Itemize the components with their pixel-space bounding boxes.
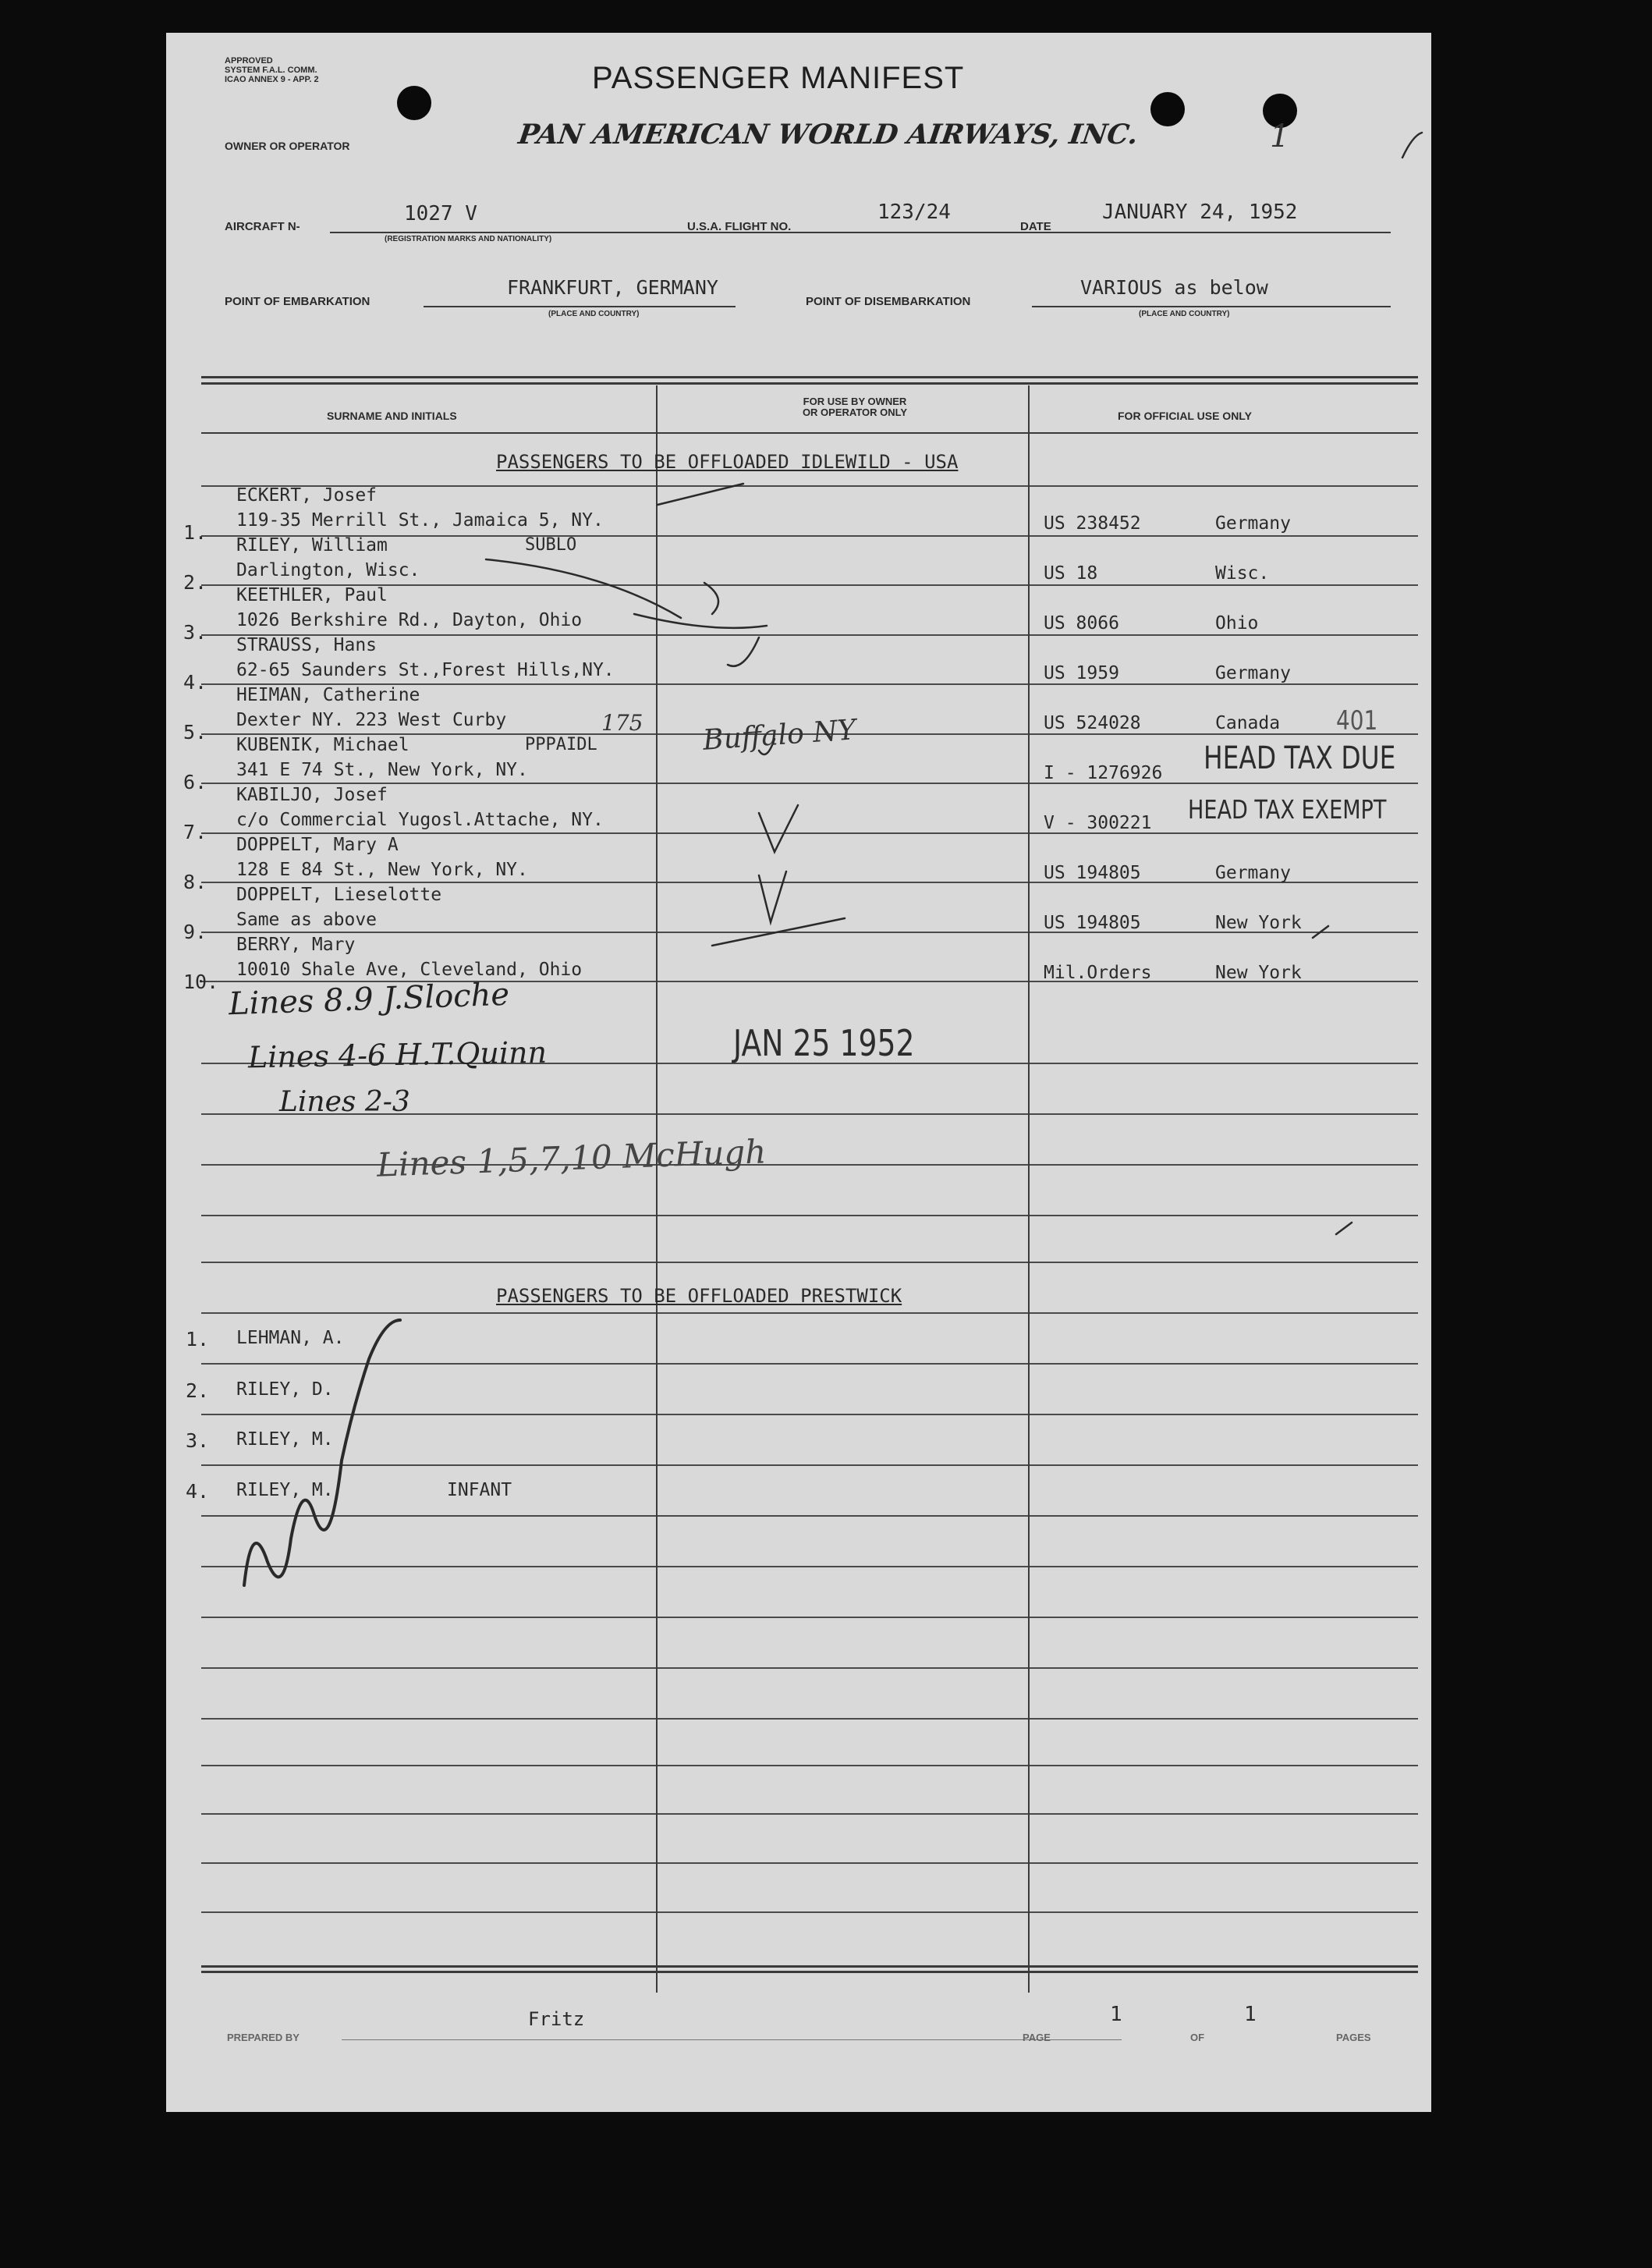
passenger-number: 2.: [186, 1379, 210, 1402]
passenger-note: PPPAIDL: [525, 735, 597, 754]
passenger-document: US 1959: [1044, 663, 1119, 683]
table-rule-line: [201, 1215, 1418, 1216]
passenger-nationality: Germany: [1215, 513, 1291, 534]
passenger-name: RILEY, M.: [236, 1480, 334, 1500]
table-rule-line: [201, 1667, 1418, 1669]
check-mark: [759, 871, 786, 922]
embarkation-value: FRANKFURT, GERMANY: [507, 276, 718, 299]
passenger-number: 7.: [183, 821, 207, 843]
passenger-address: 128 E 84 St., New York, NY.: [236, 860, 528, 880]
date-label: DATE: [1020, 220, 1051, 233]
check-mark: [1402, 133, 1422, 158]
passenger-number: 4.: [186, 1480, 210, 1503]
passenger-number: 1.: [183, 521, 207, 544]
handwritten-annotation: Lines 2-3: [279, 1086, 410, 1118]
passenger-nationality: New York: [1215, 963, 1302, 983]
column-header-official: FOR OFFICIAL USE ONLY: [1118, 410, 1252, 422]
passenger-number: 4.: [183, 671, 207, 694]
place-caption: (PLACE AND COUNTRY): [548, 310, 640, 318]
table-rule-line: [201, 1862, 1418, 1864]
corner-handwritten-number: 1: [1270, 119, 1290, 154]
page-title: PASSENGER MANIFEST: [592, 61, 965, 95]
passenger-note: INFANT: [447, 1480, 512, 1500]
column-header-owner-use: [757, 396, 952, 418]
signature: [244, 1320, 400, 1585]
table-rule-line: [201, 1464, 1418, 1466]
aircraft-label: AIRCRAFT N-: [225, 220, 300, 233]
table-top-rule: [201, 376, 1418, 378]
table-rule-line: [201, 832, 1418, 834]
passenger-address: 1026 Berkshire Rd., Dayton, Ohio: [236, 610, 583, 630]
table-rule-line: [201, 1312, 1418, 1314]
table-top-rule: [201, 382, 1418, 385]
operator-name: PAN AMERICAN WORLD AIRWAYS, INC.: [516, 119, 1140, 151]
passenger-name: RILEY, M.: [236, 1429, 334, 1450]
passenger-document: US 238452: [1044, 513, 1141, 534]
table-rule-line: [201, 1363, 1418, 1365]
passenger-name: KEETHLER, Paul: [236, 585, 388, 605]
date-underline: [1063, 232, 1391, 233]
flight-date: JANUARY 24, 1952: [1102, 201, 1298, 224]
table-rule-line: [201, 1718, 1418, 1720]
head-tax-due-stamp: HEAD TAX DUE: [1204, 740, 1396, 776]
passenger-name: STRAUSS, Hans: [236, 635, 378, 655]
handwritten-annotation: 175: [601, 710, 643, 736]
column-header-surname: SURNAME AND INITIALS: [327, 410, 457, 422]
prepared-by-underline: [342, 2039, 1122, 2040]
punch-hole: [1150, 92, 1185, 126]
place-caption: (PLACE AND COUNTRY): [1139, 310, 1230, 318]
passenger-document: I - 1276926: [1044, 763, 1163, 783]
table-bottom-rule: [201, 1965, 1418, 1968]
passenger-document: US 194805: [1044, 913, 1141, 933]
passenger-name: LEHMAN, A.: [236, 1328, 345, 1348]
check-mark: [759, 805, 798, 852]
check-mark: [728, 637, 759, 666]
of-label: OF: [1190, 2032, 1205, 2043]
aircraft-value: 1027 V: [404, 202, 477, 225]
passenger-document: US 194805: [1044, 863, 1141, 883]
passenger-address: 341 E 74 St., New York, NY.: [236, 760, 528, 780]
disembarkation-label: POINT OF DISEMBARKATION: [806, 295, 971, 308]
approval-line: SYSTEM F.A.L. COMM.: [225, 66, 317, 75]
passenger-nationality: New York: [1215, 913, 1302, 933]
table-rule-line: [201, 1515, 1418, 1517]
table-rule-line: [201, 1414, 1418, 1415]
table-bottom-rule: [201, 1971, 1418, 1973]
passenger-name: ECKERT, Josef: [236, 485, 378, 506]
passenger-document: V - 300221: [1044, 813, 1152, 833]
passenger-nationality: Wisc.: [1215, 563, 1270, 584]
passenger-name: DOPPELT, Lieselotte: [236, 885, 442, 905]
owner-use-line: FOR USE BY OWNER: [803, 396, 907, 407]
handwritten-annotation: Lines 1,5,7,10 McHugh: [376, 1132, 767, 1184]
section-heading-prestwick: PASSENGERS TO BE OFFLOADED PRESTWICK: [496, 1285, 902, 1307]
passenger-nationality: Germany: [1215, 663, 1291, 683]
punch-hole: [397, 86, 431, 120]
passenger-number: 3.: [183, 621, 207, 644]
check-mark: [704, 583, 718, 614]
check-mark: [658, 484, 743, 505]
handwritten-annotation: Buffalo NY: [701, 714, 857, 757]
section-heading-idlewild: PASSENGERS TO BE OFFLOADED IDLEWILD - USA: [496, 451, 959, 473]
passenger-name: BERRY, Mary: [236, 935, 356, 955]
passenger-note: SUBLO: [525, 535, 577, 555]
table-rule-line: [201, 1765, 1418, 1766]
passenger-document: US 18: [1044, 563, 1098, 584]
check-mark: [634, 614, 767, 628]
prepared-by-label: PREPARED BY: [227, 2032, 300, 2043]
header-bottom-rule: [201, 432, 1418, 434]
passenger-name: KUBENIK, Michael: [236, 735, 409, 755]
passenger-nationality: Ohio: [1215, 613, 1259, 634]
check-mark: [486, 559, 681, 618]
passenger-nationality: Germany: [1215, 863, 1291, 883]
passenger-nationality: Canada: [1215, 713, 1281, 733]
page-number: 1: [1110, 2003, 1122, 2026]
passenger-address: 119-35 Merrill St., Jamaica 5, NY.: [236, 510, 604, 531]
owner-use-line: OR OPERATOR ONLY: [802, 406, 908, 418]
passenger-document: Mil.Orders: [1044, 963, 1152, 983]
pages-label: PAGES: [1336, 2032, 1371, 2043]
table-rule-line: [201, 783, 1418, 784]
handwritten-annotation: Lines 8.9 J.Sloche: [228, 976, 510, 1023]
passenger-name: RILEY, D.: [236, 1379, 334, 1400]
passenger-address: 10010 Shale Ave, Cleveland, Ohio: [236, 960, 583, 980]
column-divider: [1028, 385, 1030, 1993]
passenger-address: Dexter NY. 223 West Curby: [236, 710, 507, 730]
registration-caption: (REGISTRATION MARKS AND NATIONALITY): [385, 235, 552, 243]
date-received-stamp: JAN 25 1952: [733, 1022, 915, 1064]
passenger-number: 3.: [186, 1429, 210, 1452]
head-tax-exempt-stamp: HEAD TAX EXEMPT: [1188, 794, 1387, 825]
check-mark: [1336, 1223, 1352, 1234]
flight-label: U.S.A. FLIGHT NO.: [687, 220, 792, 233]
table-rule-line: [201, 1813, 1418, 1815]
passenger-number: 10.: [183, 971, 219, 993]
passenger-document: US 8066: [1044, 613, 1119, 634]
table-rule-line: [201, 634, 1418, 636]
approval-block: [225, 56, 319, 84]
passenger-document: US 524028: [1044, 713, 1141, 733]
disembarkation-underline: [1032, 306, 1391, 307]
table-rule-line: [201, 1911, 1418, 1913]
passenger-number: 1.: [186, 1328, 210, 1351]
approval-line: APPROVED: [225, 56, 273, 66]
approval-line: ICAO ANNEX 9 - APP. 2: [225, 75, 319, 84]
passenger-number: 6.: [183, 771, 207, 793]
passenger-number: 8.: [183, 871, 207, 893]
passenger-name: RILEY, William: [236, 535, 388, 555]
passenger-name: KABILJO, Josef: [236, 785, 388, 805]
table-rule-line: [201, 1262, 1418, 1263]
disembarkation-value: VARIOUS as below: [1080, 276, 1268, 299]
page-label: PAGE: [1023, 2032, 1051, 2043]
table-rule-line: [201, 1566, 1418, 1567]
passenger-number: 5.: [183, 721, 207, 744]
owner-label: OWNER OR OPERATOR: [225, 140, 350, 152]
column-divider: [656, 385, 658, 1993]
stamp-number: 401: [1336, 705, 1378, 736]
passenger-name: HEIMAN, Catherine: [236, 685, 420, 705]
embarkation-underline: [424, 306, 736, 307]
table-rule-line: [201, 485, 1418, 487]
embarkation-label: POINT OF EMBARKATION: [225, 295, 370, 308]
table-rule-line: [201, 1617, 1418, 1618]
prepared-by-value: Fritz: [528, 2008, 585, 2030]
total-pages: 1: [1244, 2003, 1257, 2026]
flight-number: 123/24: [877, 201, 951, 224]
passenger-address: 62-65 Saunders St.,Forest Hills,NY.: [236, 660, 615, 680]
passenger-address: Same as above: [236, 910, 378, 930]
handwritten-annotation: Lines 4-6 H.T.Quinn: [247, 1035, 548, 1075]
passenger-address: c/o Commercial Yugosl.Attache, NY.: [236, 810, 604, 830]
passenger-name: DOPPELT, Mary A: [236, 835, 399, 855]
passenger-number: 2.: [183, 571, 207, 594]
manifest-sheet: [166, 33, 1431, 2112]
passenger-address: Darlington, Wisc.: [236, 560, 420, 580]
passenger-number: 9.: [183, 921, 207, 943]
